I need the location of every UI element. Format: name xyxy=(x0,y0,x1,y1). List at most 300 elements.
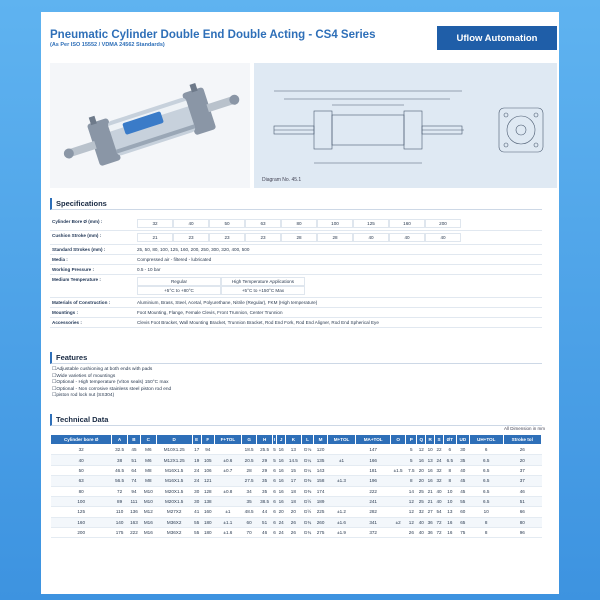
table-cell: 16 xyxy=(443,528,456,538)
table-cell: 166 xyxy=(356,455,390,465)
table-cell: G¾ xyxy=(301,517,314,527)
table-cell: 6.5 xyxy=(469,455,503,465)
column-header: H xyxy=(257,435,272,445)
table-cell: M16X1.5 xyxy=(156,465,192,475)
table-cell: 13 xyxy=(426,455,435,465)
table-cell: 16 xyxy=(277,476,286,486)
table-cell: 19 xyxy=(192,455,201,465)
table-cell: M12X1.25 xyxy=(156,455,192,465)
bore-cell: 40 xyxy=(173,219,209,228)
column-header: E xyxy=(192,435,201,445)
table-cell: 12 xyxy=(406,517,417,527)
table-cell: 32 xyxy=(435,476,444,486)
table-cell: 200 xyxy=(51,528,112,538)
spec-label: Standard Strokes (mm) : xyxy=(52,247,106,252)
table-cell: 260 xyxy=(314,517,327,527)
spec-value: Clevis Foot Bracket, Wall Mounting Bracket, Trunnion Bracket, Rod End Fork, Rod End Aligner, Rod End Spherical Eye xyxy=(137,320,379,325)
table-cell: 63 xyxy=(51,476,112,486)
column-header: L xyxy=(301,435,314,445)
table-cell: 35 xyxy=(456,455,469,465)
table-cell: 147 xyxy=(356,445,390,455)
table-cell: 160 xyxy=(51,517,112,527)
features-list xyxy=(52,367,171,400)
diagram-label: Diagram No. 45.1 xyxy=(262,177,302,183)
table-cell: 8 xyxy=(406,476,417,486)
table-cell: 20.5 xyxy=(241,455,256,465)
table-cell: 38 xyxy=(112,455,127,465)
table-cell: 8 xyxy=(443,476,456,486)
table-cell: G½ xyxy=(301,507,314,517)
table-cell: 96 xyxy=(503,528,542,538)
table-cell: 10 xyxy=(443,486,456,496)
table-cell: 26 xyxy=(286,517,301,527)
table-cell: 72 xyxy=(435,517,444,527)
table-cell: 13 xyxy=(286,445,301,455)
technical-drawing xyxy=(254,63,557,188)
table-cell: 22 xyxy=(435,445,444,455)
cushion-cell: 40 xyxy=(425,233,461,242)
product-photo xyxy=(50,63,250,188)
table-cell: 8 xyxy=(443,465,456,475)
table-cell: 16 xyxy=(277,465,286,475)
column-header: I xyxy=(272,435,276,445)
table-cell: 189 xyxy=(314,496,327,506)
table-cell: 6 xyxy=(272,486,276,496)
table-cell: 38.5 xyxy=(257,496,272,506)
table-cell: 25.5 xyxy=(257,445,272,455)
table-cell: M20X1.5 xyxy=(156,496,192,506)
cushion-cell: 28 xyxy=(281,233,317,242)
table-cell: 10 xyxy=(426,445,435,455)
table-cell: 20 xyxy=(417,476,426,486)
table-cell: ±1.5 xyxy=(390,465,405,475)
table-cell: 94 xyxy=(201,445,214,455)
table-cell: M16 xyxy=(141,517,156,527)
column-header: R xyxy=(426,435,435,445)
column-header: Cylinder bore Ø xyxy=(51,435,112,445)
table-row xyxy=(51,445,542,455)
cushion-cell: 40 xyxy=(353,233,389,242)
table-cell xyxy=(390,507,405,517)
table-cell: 20 xyxy=(286,507,301,517)
cylinder-photo-icon xyxy=(50,63,250,188)
column-header: B xyxy=(127,435,140,445)
temp-head-high: High Temperature Applications xyxy=(221,277,305,286)
table-cell: 64 xyxy=(127,465,140,475)
spec-value: 0.5 - 10 bar xyxy=(137,267,161,272)
bore-row xyxy=(50,217,542,231)
table-row xyxy=(51,528,542,538)
column-header: S xyxy=(435,435,444,445)
table-cell: 20 xyxy=(277,507,286,517)
table-cell: 28 xyxy=(241,465,256,475)
table-cell: 16 xyxy=(277,486,286,496)
table-cell: 80 xyxy=(503,517,542,527)
table-cell: 6 xyxy=(272,528,276,538)
column-header: Stroke tol xyxy=(503,435,542,445)
table-cell: 341 xyxy=(356,517,390,527)
table-cell: 15 xyxy=(286,465,301,475)
table-cell: 275 xyxy=(314,528,327,538)
cushion-row xyxy=(50,231,542,245)
table-cell: M10 xyxy=(141,486,156,496)
table-cell: 51 xyxy=(503,496,542,506)
column-header: Q xyxy=(417,435,426,445)
table-cell: 54 xyxy=(435,507,444,517)
column-header: M xyxy=(314,435,327,445)
feature-item: ☐ Wide varieties of mountings xyxy=(52,374,171,381)
table-row xyxy=(51,476,542,486)
table-cell: 16 xyxy=(443,517,456,527)
bore-label: Cylinder Bore Ø (mm) : xyxy=(52,219,103,224)
table-cell: 6.5 xyxy=(469,486,503,496)
bore-cell: 63 xyxy=(245,219,281,228)
table-cell: 35 xyxy=(257,486,272,496)
table-cell: 225 xyxy=(314,507,327,517)
table-cell: 60 xyxy=(241,517,256,527)
table-cell: 12 xyxy=(417,445,426,455)
cushion-cell: 40 xyxy=(389,233,425,242)
table-cell: 30 xyxy=(192,496,201,506)
temperature-label: Medium Temperature : xyxy=(52,277,101,282)
table-cell: 50 xyxy=(51,465,112,475)
table-cell: 51 xyxy=(257,517,272,527)
table-cell: 13 xyxy=(443,507,456,517)
table-cell: 12 xyxy=(406,507,417,517)
table-cell: 29 xyxy=(257,465,272,475)
table-cell: 55 xyxy=(192,528,201,538)
table-cell: 125 xyxy=(51,507,112,517)
table-cell: ±0.8 xyxy=(214,486,241,496)
table-cell: 5 xyxy=(272,455,276,465)
table-cell: 30 xyxy=(456,445,469,455)
feature-item: ☐ piston rod lock nut (SS304) xyxy=(52,393,171,400)
temp-val-regular: +5°C to +80°C xyxy=(137,286,221,295)
table-row xyxy=(51,486,542,496)
table-cell: 12 xyxy=(406,496,417,506)
column-header: A xyxy=(112,435,127,445)
table-cell: 24 xyxy=(277,517,286,527)
table-cell: M10 xyxy=(141,496,156,506)
table-cell: 21 xyxy=(426,496,435,506)
table-cell: 140 xyxy=(112,517,127,527)
column-header: J xyxy=(277,435,286,445)
table-cell: 46 xyxy=(257,528,272,538)
technical-data-table xyxy=(50,434,542,538)
bore-cell: 32 xyxy=(137,219,173,228)
table-cell: 26 xyxy=(286,528,301,538)
table-cell: 17 xyxy=(286,476,301,486)
table-cell: M27X2 xyxy=(156,507,192,517)
table-cell xyxy=(214,496,241,506)
table-cell: 6.5 xyxy=(469,496,503,506)
column-header: F xyxy=(201,435,214,445)
table-cell: 55 xyxy=(192,517,201,527)
cushion-values xyxy=(134,231,542,244)
table-cell: ±1 xyxy=(214,507,241,517)
table-cell: 16 xyxy=(277,445,286,455)
spec-row xyxy=(50,265,542,275)
table-cell: 24 xyxy=(277,528,286,538)
table-cell: M16X1.5 xyxy=(156,476,192,486)
spec-value: Aluminium, Brass, Steel, Acetal, Polyurethane, Nitrile (Regular), FKM (High temperature) xyxy=(137,300,318,305)
feature-item: ☐ Adjustable cushioning at both ends with pads xyxy=(52,367,171,374)
table-row xyxy=(51,507,542,517)
table-cell xyxy=(390,486,405,496)
table-cell: G½ xyxy=(301,496,314,506)
spec-label: Materials of Construction : xyxy=(52,300,111,305)
table-cell: 10 xyxy=(469,507,503,517)
table-cell: 34 xyxy=(241,486,256,496)
table-row xyxy=(51,465,542,475)
table-cell xyxy=(390,476,405,486)
table-cell: M6 xyxy=(141,455,156,465)
page-title: Pneumatic Cylinder Double End Double Acting - CS4 Series xyxy=(50,29,376,41)
table-cell: 27.5 xyxy=(241,476,256,486)
table-cell: 163 xyxy=(127,517,140,527)
table-cell: 158 xyxy=(314,476,327,486)
table-cell: ±0.7 xyxy=(214,465,241,475)
table-cell: 10 xyxy=(443,496,456,506)
table-cell xyxy=(214,445,241,455)
table-cell: 40 xyxy=(456,465,469,475)
table-cell: 25 xyxy=(417,486,426,496)
column-header: D xyxy=(156,435,192,445)
table-cell: 6 xyxy=(272,476,276,486)
table-cell: 6 xyxy=(272,496,276,506)
table-cell: 136 xyxy=(127,507,140,517)
table-cell xyxy=(390,455,405,465)
table-cell: ±1.1 xyxy=(214,517,241,527)
table-cell: G¼ xyxy=(301,465,314,475)
table-cell: 175 xyxy=(112,528,127,538)
spec-label: Working Pressure : xyxy=(52,267,95,272)
table-cell: 180 xyxy=(201,517,214,527)
table-cell: 6 xyxy=(443,445,456,455)
table-cell: 16 xyxy=(277,455,286,465)
table-cell: 6.5 xyxy=(469,465,503,475)
table-cell: 94 xyxy=(127,486,140,496)
column-header: ØT xyxy=(443,435,456,445)
table-cell: 143 xyxy=(314,465,327,475)
spec-value: 25, 50, 80, 100, 125, 160, 200, 250, 300, 320, 400, 500 xyxy=(137,247,250,252)
table-cell: 45 xyxy=(456,476,469,486)
temperature-row xyxy=(50,275,542,298)
table-cell: 37 xyxy=(503,465,542,475)
table-cell: 196 xyxy=(356,476,390,486)
table-cell: 72 xyxy=(112,486,127,496)
table-cell: 51 xyxy=(127,455,140,465)
table-cell: 180 xyxy=(201,528,214,538)
table-cell: 18.5 xyxy=(241,445,256,455)
table-cell: 40 xyxy=(435,486,444,496)
table-cell: 111 xyxy=(127,496,140,506)
table-cell: 40 xyxy=(417,528,426,538)
cushion-cell: 28 xyxy=(317,233,353,242)
table-cell: 100 xyxy=(51,496,112,506)
temp-val-high: +5°C to +150°C Max xyxy=(221,286,305,295)
table-cell: ±1.6 xyxy=(327,517,356,527)
column-header: C xyxy=(141,435,156,445)
cushion-label: Cushion Stroke (mm) : xyxy=(52,233,102,238)
table-cell: 14 xyxy=(406,486,417,496)
table-cell xyxy=(214,476,241,486)
table-cell: 40 xyxy=(435,496,444,506)
table-cell: 26 xyxy=(503,445,542,455)
table-cell: 14.5 xyxy=(286,455,301,465)
table-row xyxy=(51,455,542,465)
column-header: G xyxy=(241,435,256,445)
table-cell: 45 xyxy=(127,445,140,455)
table-cell: 30 xyxy=(192,486,201,496)
table-cell: M36X2 xyxy=(156,517,192,527)
table-cell: 44 xyxy=(257,507,272,517)
table-cell: 6.5 xyxy=(469,476,503,486)
table-cell: 45 xyxy=(456,486,469,496)
table-cell: 60 xyxy=(456,507,469,517)
table-cell: 16 xyxy=(277,496,286,506)
table-cell: M6 xyxy=(141,445,156,455)
table-cell: 17 xyxy=(192,445,201,455)
table-cell: 41 xyxy=(192,507,201,517)
cushion-cell: 23 xyxy=(209,233,245,242)
table-cell: 74 xyxy=(127,476,140,486)
table-cell: 46 xyxy=(503,486,542,496)
table-cell: G⅜ xyxy=(301,476,314,486)
table-cell: 32 xyxy=(51,445,112,455)
bore-cell: 160 xyxy=(389,219,425,228)
table-cell: 16 xyxy=(426,476,435,486)
spec-row xyxy=(50,318,542,328)
table-cell: 138 xyxy=(201,496,214,506)
temperature-grid xyxy=(137,277,539,295)
table-cell: 72 xyxy=(435,528,444,538)
table-cell: 160 xyxy=(201,507,214,517)
features-heading: Features xyxy=(50,352,542,364)
table-cell: 40 xyxy=(417,517,426,527)
table-cell: 6 xyxy=(272,517,276,527)
table-cell xyxy=(327,496,356,506)
table-cell: 6 xyxy=(272,507,276,517)
specifications-table xyxy=(50,217,542,328)
table-cell: 20 xyxy=(417,465,426,475)
table-cell: 241 xyxy=(356,496,390,506)
cushion-cell: 21 xyxy=(137,233,173,242)
table-cell: 16 xyxy=(417,455,426,465)
table-cell: 32.5 xyxy=(112,445,127,455)
feature-item: ☐ Optional - Non corrosive stainless steel piston rod end xyxy=(52,387,171,394)
table-cell xyxy=(390,445,405,455)
table-cell: 55 xyxy=(456,496,469,506)
bore-cell: 100 xyxy=(317,219,353,228)
datasheet-page xyxy=(41,12,559,594)
table-cell: 35 xyxy=(241,496,256,506)
table-cell: 121 xyxy=(201,476,214,486)
temp-head-regular: Regular xyxy=(137,277,221,286)
page-subtitle: (As Per ISO 15552 / VDMA 24562 Standards) xyxy=(50,42,165,48)
specifications-heading: Specifications xyxy=(50,198,542,210)
table-row xyxy=(51,496,542,506)
bore-cell: 200 xyxy=(425,219,461,228)
table-cell: M8 xyxy=(141,465,156,475)
spec-row xyxy=(50,255,542,265)
table-cell: 36 xyxy=(426,517,435,527)
technical-heading: Technical Data xyxy=(50,414,542,426)
table-cell: 6 xyxy=(469,445,503,455)
table-cell: 36 xyxy=(426,528,435,538)
table-cell: 5 xyxy=(406,445,417,455)
table-cell: 6 xyxy=(272,465,276,475)
table-cell: 70 xyxy=(241,528,256,538)
table-cell: 8 xyxy=(469,517,503,527)
table-cell: 174 xyxy=(314,486,327,496)
table-cell: ±0.6 xyxy=(214,455,241,465)
table-cell: 8 xyxy=(469,528,503,538)
spec-label: Accessories : xyxy=(52,320,82,325)
table-cell: 222 xyxy=(356,486,390,496)
table-cell xyxy=(327,445,356,455)
bore-cell: 125 xyxy=(353,219,389,228)
column-header: K xyxy=(286,435,301,445)
bore-values xyxy=(134,217,542,230)
table-cell: M16 xyxy=(141,528,156,538)
table-cell: 18 xyxy=(286,496,301,506)
table-cell: 75 xyxy=(456,528,469,538)
table-cell: 5 xyxy=(406,455,417,465)
table-cell: 25 xyxy=(417,496,426,506)
table-cell: 29 xyxy=(257,455,272,465)
spec-value: Compressed air - filtered - lubricated xyxy=(137,257,212,262)
table-cell: 24 xyxy=(192,465,201,475)
table-cell: 110 xyxy=(112,507,127,517)
column-header: MA+TOL xyxy=(356,435,390,445)
spec-row xyxy=(50,245,542,255)
column-header: O xyxy=(390,435,405,445)
table-cell: 222 xyxy=(127,528,140,538)
spec-label: Mountings : xyxy=(52,310,79,315)
spec-row xyxy=(50,308,542,318)
table-cell: 21 xyxy=(426,486,435,496)
table-cell: 32 xyxy=(417,507,426,517)
table-cell: M10X1.25 xyxy=(156,445,192,455)
table-cell: 128 xyxy=(201,486,214,496)
feature-item: ☐ Optional - High temperature (Viton seals) 150°C max xyxy=(52,380,171,387)
table-cell: 106 xyxy=(201,465,214,475)
table-cell: M36X2 xyxy=(156,528,192,538)
table-cell: 5 xyxy=(272,445,276,455)
column-header: P xyxy=(406,435,417,445)
table-cell: 24 xyxy=(192,476,201,486)
table-cell: 48.5 xyxy=(241,507,256,517)
table-cell: 372 xyxy=(356,528,390,538)
table-row xyxy=(51,517,542,527)
table-cell: 27 xyxy=(426,507,435,517)
cushion-cell: 23 xyxy=(245,233,281,242)
table-cell: ±1.3 xyxy=(327,476,356,486)
table-cell: 120 xyxy=(314,445,327,455)
spec-value: Foot Mounting, Flange, Female Clevis, Front Trunnion, Center Trunnion xyxy=(137,310,283,315)
table-cell: 89 xyxy=(112,496,127,506)
table-cell: 135 xyxy=(314,455,327,465)
table-cell: G¾ xyxy=(301,528,314,538)
table-cell: 16 xyxy=(426,465,435,475)
table-cell: M8 xyxy=(141,476,156,486)
table-cell: 56.5 xyxy=(112,476,127,486)
column-header: F+TOL xyxy=(214,435,241,445)
column-header: UH+TOL xyxy=(469,435,503,445)
column-header: UD xyxy=(456,435,469,445)
table-cell: 66 xyxy=(503,507,542,517)
